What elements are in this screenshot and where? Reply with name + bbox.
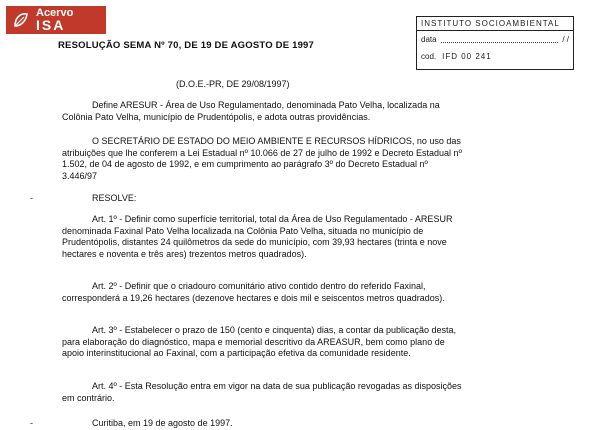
article-3: Art. 3º - Estabelecer o prazo de 150 (cento e cinquenta) dias, a contar da publicação desta, para elaboração do diagnóstico, mapa e memorial descritivo da AREASUR, bem como plano de apoio interinstitucional ao Faxinal, com a participação efetiva da comunidade residente. [62, 325, 457, 358]
stamp-header: INSTITUTO SOCIOAMBIENTAL [417, 17, 573, 31]
stamp-code-value: IFD 00 241 [442, 52, 492, 61]
logo-line1: Acervo [36, 7, 74, 19]
article-1: Art. 1º - Definir como superfície territorial, total da Área de Uso Regulamentado - ARESUR denominada Faxinal Pato Velha localizada na Colônia Pato Velha, situada no município de Prudentópolis, distantes 24 quilômetros da sede do município, com 39,93 hectares (trinta e nove hectares e noventa e três ares) trezentos metros quadrados). [62, 214, 453, 259]
stamp-date-line [441, 36, 559, 43]
stamp-code-label: cod. [421, 52, 437, 61]
closing-line: Curitiba, em 19 de agosto de 1997. [92, 418, 233, 428]
article-4: Art. 4º - Esta Resolução entra em vigor na data de sua publicação revogadas as disposições em contrário. [62, 381, 462, 403]
document-title: RESOLUÇÃO SEMA Nº 70, DE 19 DE AGOSTO DE 1997 [58, 40, 315, 51]
preamble-paragraph: O SECRETÁRIO DE ESTADO DO MEIO AMBIENTE E RECURSOS HÍDRICOS, no uso das atribuições que lhe conferem a Lei Estadual nº 10.066 de 27 de julho de 1992 e Decreto Estadual nº 1.502, de 04 de agosto de 1992, e em cumprimento ao parágrafo 3º do Decreto Estadual nº 3.446/97 [62, 136, 462, 181]
stamp-date-value: / / [562, 35, 569, 44]
stamp-code-row [417, 48, 573, 65]
publication-reference: (D.O.E.-PR, DE 29/08/1997) [176, 79, 290, 89]
stamp-date-row [417, 31, 573, 48]
article-2: Art. 2º - Definir que o criadouro comunitário ativo contido dentro do referido Faxinal, corresponderá a 19,26 hectares (dezenove hectares e dois mil e seiscentos metros quadrados). [62, 281, 445, 303]
summary-paragraph: Define ARESUR - Área de Uso Regulamentado, denominada Pato Velha, localizada na Colônia Pato Velha, município de Prudentópolis, e adota outras providências. [62, 100, 440, 122]
margin-mark: - [30, 193, 33, 203]
logo-text [36, 8, 73, 32]
stamp-date-label: data [421, 35, 437, 44]
margin-mark-bottom: - [30, 418, 33, 428]
leaf-icon [10, 9, 32, 31]
institute-stamp [416, 16, 574, 70]
logo-line2: ISA [36, 17, 66, 33]
acervo-isa-logo [6, 6, 106, 34]
resolve-heading: RESOLVE: [92, 193, 137, 203]
